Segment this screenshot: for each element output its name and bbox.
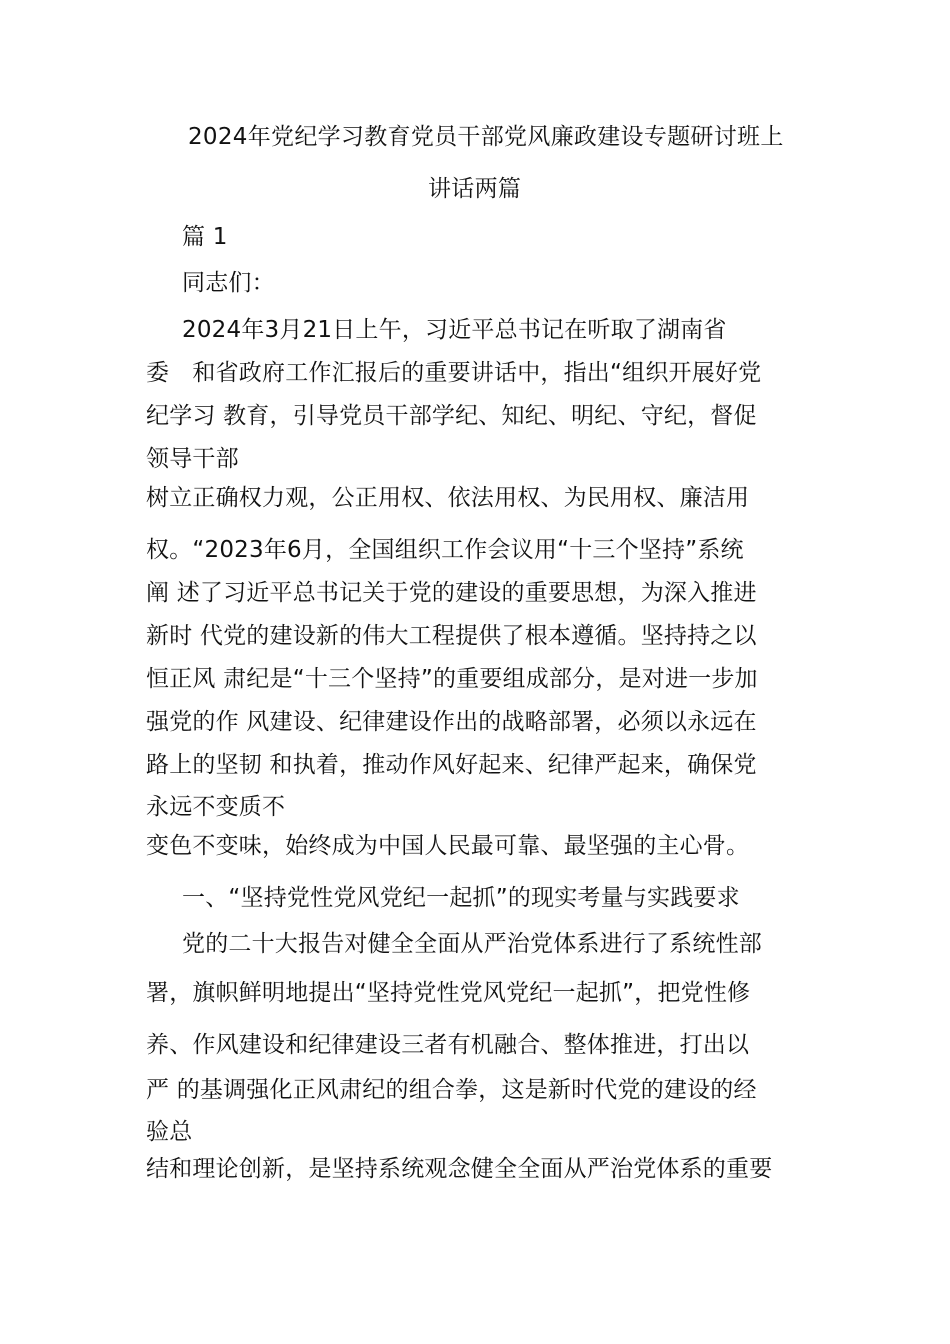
paragraph-1-line: 新时 代党的建设新的伟大工程提供了根本遵循。坚持持之以 <box>146 623 757 649</box>
paragraph-1-line: 强党的作 风建设、纪律建设作出的战略部署，必须以永远在 <box>146 709 757 735</box>
paragraph-2-line: 结和理论创新，是坚持系统观念健全全面从严治党体系的重要 <box>146 1156 773 1182</box>
section-heading-1: 一、“坚持党性党风党纪一起抓”的现实考量与实践要求 <box>182 885 740 911</box>
paragraph-1-line: 2024年3月21日上午，习近平总书记在听取了湖南省 <box>182 317 727 343</box>
paragraph-2-line: 署，旗帜鲜明地提出“坚持党性党风党纪一起抓”，把党性修 <box>146 980 751 1006</box>
document-title-line-2: 讲话两篇 <box>428 176 522 202</box>
paragraph-2-line: 验总 <box>146 1119 193 1145</box>
paragraph-1-line: 变色不变味，始终成为中国人民最可靠、最坚强的主心骨。 <box>146 833 750 859</box>
paragraph-2-line: 养、作风建设和纪律建设三者有机融合、整体推进，打出以 <box>146 1032 750 1058</box>
paragraph-1-line: 纪学习 教育，引导党员干部学纪、知纪、明纪、守纪，督促 <box>146 403 757 429</box>
paragraph-1-line: 权。“2023年6月，全国组织工作会议用“十三个坚持”系统 <box>146 537 744 563</box>
paragraph-1-line: 阐 述了习近平总书记关于党的建设的重要思想，为深入推进 <box>146 580 757 606</box>
paragraph-2-line: 党的二十大报告对健全全面从严治党体系进行了系统性部 <box>182 931 762 957</box>
paragraph-1-line: 恒正风 肃纪是“十三个坚持”的重要组成部分，是对进一步加 <box>146 666 758 692</box>
paragraph-2-line: 严 的基调强化正风肃纪的组合拳，这是新时代党的建设的经 <box>146 1077 757 1103</box>
salutation: 同志们： <box>182 270 275 296</box>
paragraph-1-line: 领导干部 <box>146 446 239 472</box>
section-label: 篇 1 <box>182 224 228 250</box>
document-title-line-1: 2024年党纪学习教育党员干部党风廉政建设专题研讨班上 <box>188 124 784 150</box>
paragraph-1-line: 树立正确权力观，公正用权、依法用权、为民用权、廉洁用 <box>146 485 750 511</box>
paragraph-1-line: 委 和省政府工作汇报后的重要讲话中，指出“组织开展好党 <box>146 360 762 386</box>
paragraph-1-line: 路上的坚韧 和执着，推动作风好起来、纪律严起来，确保党 <box>146 752 757 778</box>
paragraph-1-line: 永远不变质不 <box>146 794 286 820</box>
